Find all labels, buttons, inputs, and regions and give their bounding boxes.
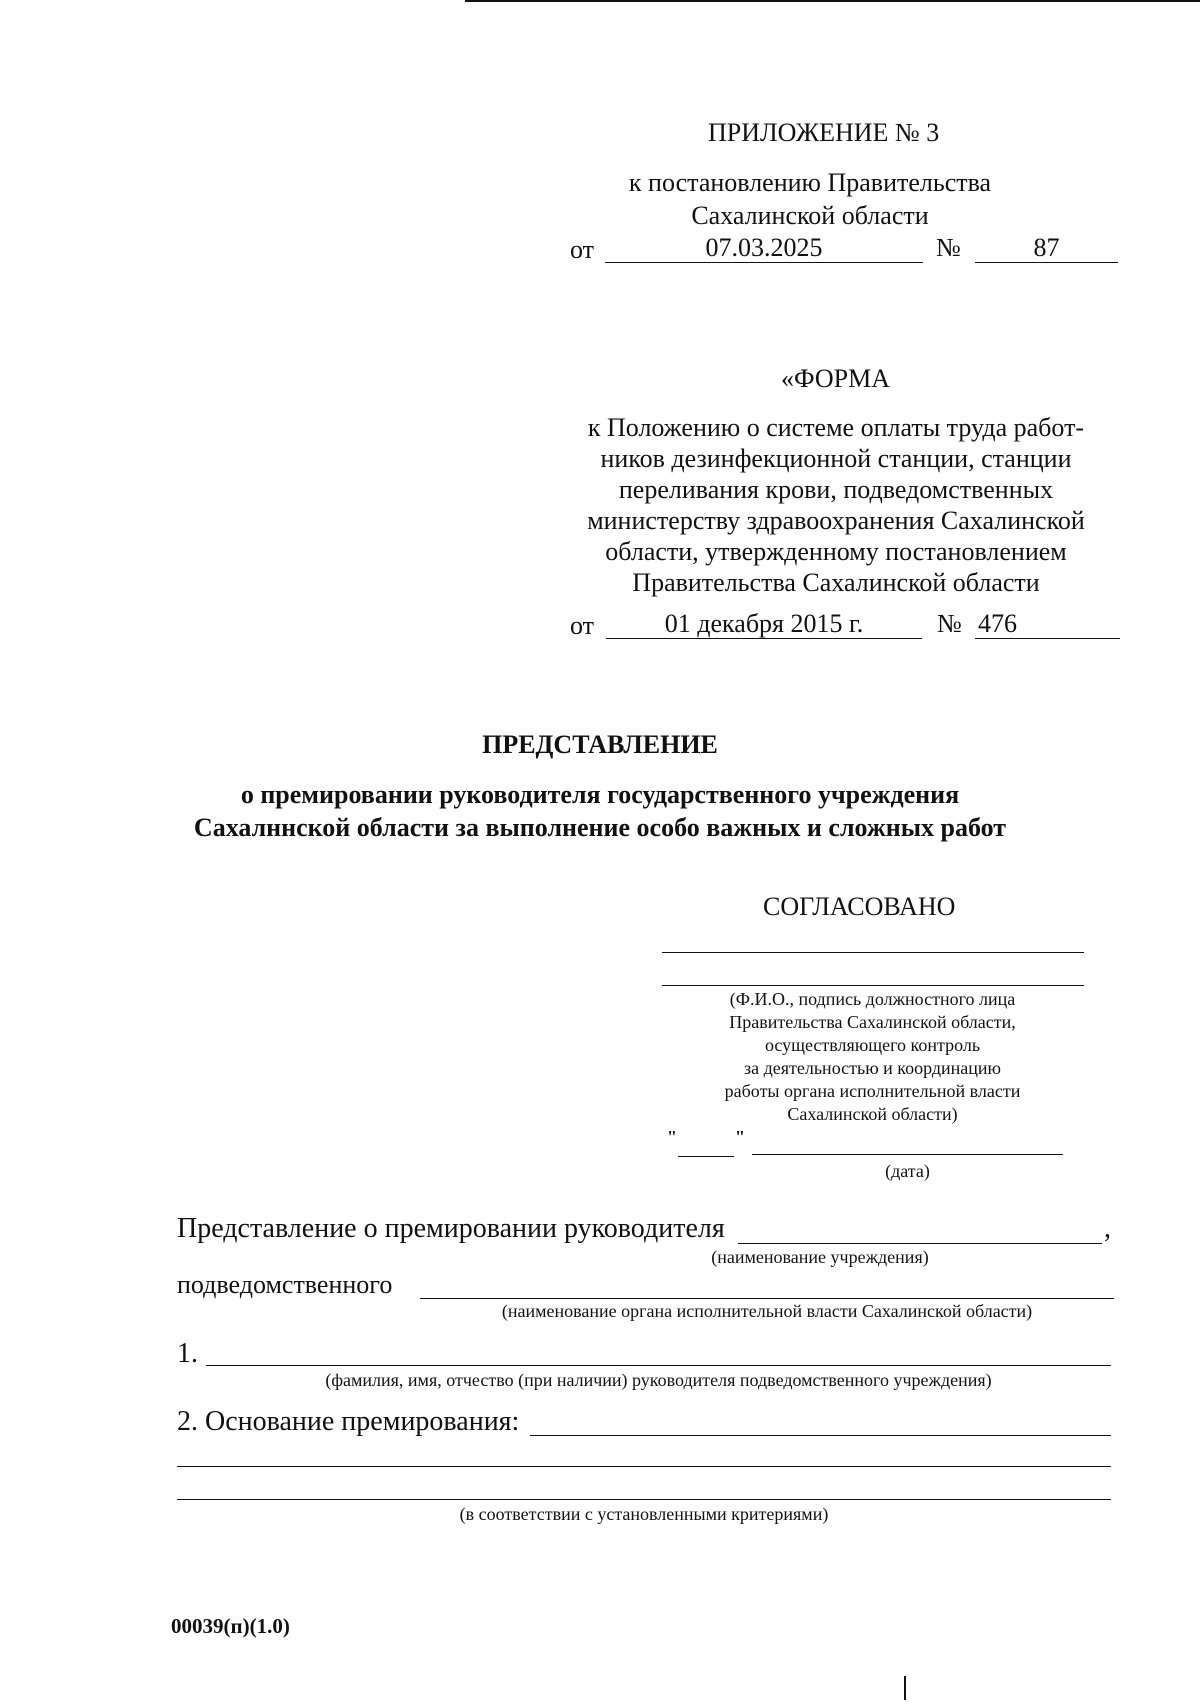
approval-quote-open: " xyxy=(667,1127,677,1147)
appendix-number: 87 xyxy=(1033,233,1060,262)
form-header-line: министерству здравоохранения Сахалинской xyxy=(587,506,1085,535)
scan-edge-line xyxy=(465,0,1200,2)
scan-mark xyxy=(904,1676,906,1700)
approval-caption-line: за деятельностью и координацию xyxy=(743,1058,1002,1078)
approval-caption-line: Сахалинской области) xyxy=(787,1104,958,1124)
form-header-text xyxy=(556,412,1116,598)
approval-caption-line: работы органа исполнительной власти xyxy=(724,1081,1021,1101)
approval-caption-line: осуществляющего контроль xyxy=(764,1035,981,1055)
form-header-line: к Положению о системе оплаты труда работ- xyxy=(587,413,1085,442)
head-fullname-caption: (фамилия, имя, отчество (при наличии) руководителя подведомственного учреждения) xyxy=(325,1370,992,1390)
approval-signature-line1 xyxy=(662,952,1084,953)
form-from-label: от xyxy=(570,611,595,640)
appendix-title: ПРИЛОЖЕНИЕ № 3 xyxy=(708,118,940,147)
approval-date-underline xyxy=(752,1154,1063,1155)
bonus-basis-field-line3 xyxy=(177,1499,1111,1500)
appendix-number-underline xyxy=(975,262,1118,263)
subtitle-line1: о премировании руководителя государственного учреждения xyxy=(240,780,960,809)
appendix-decree-line1: к постановлению Правительства xyxy=(628,168,992,197)
appendix-from-label: от xyxy=(570,235,595,264)
form-number-label: № xyxy=(937,609,962,638)
bonus-basis-field-line2 xyxy=(177,1466,1111,1467)
main-title: ПРЕДСТАВЛЕНИЕ xyxy=(482,730,718,759)
item1-label: 1. xyxy=(177,1338,198,1369)
executive-body-field xyxy=(420,1298,1114,1299)
appendix-date: 07.03.2025 xyxy=(705,233,823,262)
footer-form-code: 00039(п)(1.0) xyxy=(171,1614,290,1638)
approval-caption-line: (Ф.И.О., подпись должностного лица xyxy=(729,989,1016,1009)
institution-name-caption: (наименование учреждения) xyxy=(711,1247,929,1267)
subtitle-line2: Сахалннской области за выполнение особо важных и сложных работ xyxy=(193,813,1007,842)
institution-line-comma: , xyxy=(1104,1213,1111,1244)
bonus-basis-field-line1 xyxy=(530,1435,1111,1436)
form-title: «ФОРМА xyxy=(781,364,890,393)
approval-quote-close: " xyxy=(735,1127,745,1147)
form-number: 476 xyxy=(978,609,1017,638)
form-header-line: области, утвержденному постановлением xyxy=(605,537,1067,566)
approval-title: СОГЛАСОВАНО xyxy=(763,892,956,921)
executive-body-caption: (наименование органа исполнительной власти Сахалинской области) xyxy=(501,1301,1033,1321)
head-fullname-field xyxy=(206,1365,1111,1366)
bonus-basis-caption: (в соответствии с установленными критериями) xyxy=(459,1504,829,1524)
item2-label: 2. Основание премирования: xyxy=(177,1406,520,1437)
approval-caption-line: Правительства Сахалинской области, xyxy=(729,1012,1016,1032)
subordinate-label: подведомственного xyxy=(177,1270,393,1299)
form-header-line: ников дезинфекционной станции, станции xyxy=(600,444,1072,473)
appendix-number-label: № xyxy=(936,233,961,262)
institution-line-label: Представление о премировании руководителя xyxy=(177,1213,725,1244)
form-date: 01 декабря 2015 г. xyxy=(664,609,864,638)
institution-name-field xyxy=(738,1243,1102,1244)
approval-day-underline xyxy=(678,1156,734,1157)
form-header-line: Правительства Сахалинской области xyxy=(632,568,1040,597)
approval-date-caption: (дата) xyxy=(885,1161,930,1181)
form-header-line: переливания крови, подведомственных xyxy=(618,475,1054,504)
form-number-underline xyxy=(975,638,1120,639)
appendix-decree-line2: Сахалинской области xyxy=(691,201,929,230)
form-date-underline xyxy=(606,638,922,639)
appendix-date-underline xyxy=(605,262,923,263)
approval-caption xyxy=(660,988,1085,1126)
approval-signature-line2 xyxy=(662,985,1084,986)
